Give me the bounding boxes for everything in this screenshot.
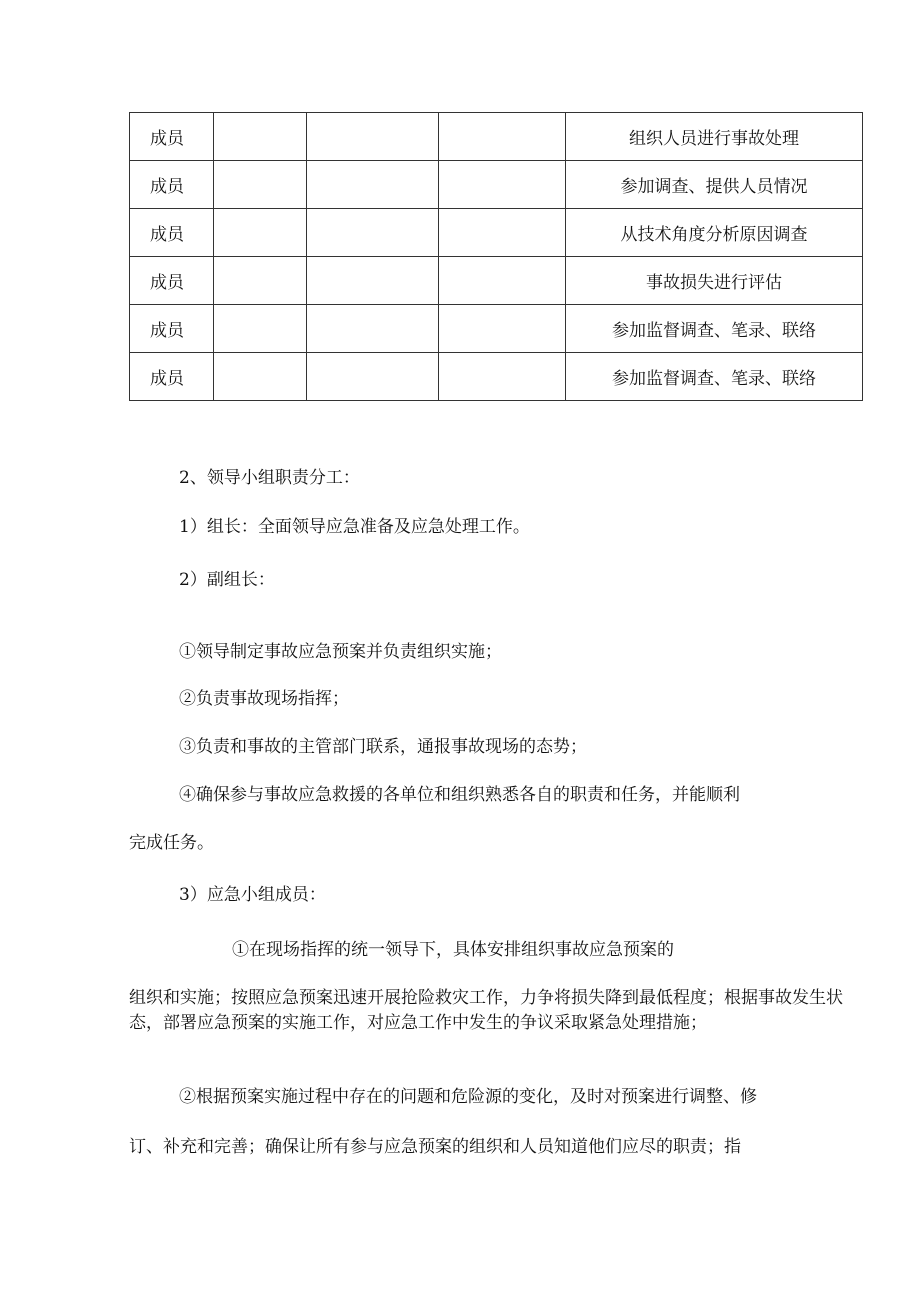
- members-table: [129, 112, 863, 401]
- deputy-item-2: ②负责事故现场指挥；: [179, 689, 349, 709]
- empty-cell: [439, 305, 566, 353]
- empty-cell: [439, 209, 566, 257]
- members-table-body: [130, 113, 863, 401]
- duty-cell: 从技术角度分析原因调查: [566, 209, 863, 257]
- empty-cell: [307, 257, 439, 305]
- empty-cell: [307, 161, 439, 209]
- duty-cell: 参加监督调查、笔录、联络: [566, 353, 863, 401]
- empty-cell: [307, 305, 439, 353]
- member-item-1-rest: 组织和实施；按照应急预案迅速开展抢险救灾工作，力争将损失降到最低程度；根据事故发生状态，部署应急预案的实施工作，对应急工作中发生的争议采取紧急处理措施；: [129, 988, 843, 1033]
- table-row: [130, 257, 863, 305]
- table-row: [130, 209, 863, 257]
- empty-cell: [214, 305, 307, 353]
- member-item-2-line-2: 订、补充和完善；确保让所有参与应急预案的组织和人员知道他们应尽的职责；指: [129, 1137, 741, 1157]
- deputy-item-1: ①领导制定事故应急预案并负责组织实施；: [179, 642, 502, 662]
- empty-cell: [439, 161, 566, 209]
- table-row: [130, 305, 863, 353]
- role-cell: 成员: [130, 161, 214, 209]
- duty-cell: 事故损失进行评估: [566, 257, 863, 305]
- empty-cell: [307, 353, 439, 401]
- empty-cell: [214, 209, 307, 257]
- table-row: [130, 353, 863, 401]
- deputy-item-3: ③负责和事故的主管部门联系，通报事故现场的态势；: [179, 737, 587, 757]
- members-heading: 3）应急小组成员：: [179, 885, 326, 905]
- deputy-item-4-line-2: 完成任务。: [129, 833, 214, 853]
- empty-cell: [439, 113, 566, 161]
- table-row: [130, 113, 863, 161]
- duty-cell: 组织人员进行事故处理: [566, 113, 863, 161]
- section-heading: 2、领导小组职责分工：: [179, 468, 360, 488]
- leader-duty: 1）组长：全面领导应急准备及应急处理工作。: [179, 517, 530, 537]
- role-cell: 成员: [130, 305, 214, 353]
- deputy-item-4-line-1: ④确保参与事故应急救援的各单位和组织熟悉各自的职责和任务，并能顺利: [179, 785, 740, 805]
- empty-cell: [214, 161, 307, 209]
- duty-cell: 参加调查、提供人员情况: [566, 161, 863, 209]
- empty-cell: [214, 113, 307, 161]
- empty-cell: [307, 113, 439, 161]
- empty-cell: [307, 209, 439, 257]
- duty-cell: 参加监督调查、笔录、联络: [566, 305, 863, 353]
- role-cell: 成员: [130, 257, 214, 305]
- role-cell: 成员: [130, 113, 214, 161]
- empty-cell: [439, 257, 566, 305]
- empty-cell: [439, 353, 566, 401]
- empty-cell: [214, 353, 307, 401]
- member-item-1-line-1: ①在现场指挥的统一领导下，具体安排组织事故应急预案的: [232, 940, 674, 960]
- role-cell: 成员: [130, 209, 214, 257]
- role-cell: 成员: [130, 353, 214, 401]
- table-row: [130, 161, 863, 209]
- deputy-heading: 2）副组长：: [179, 570, 275, 590]
- empty-cell: [214, 257, 307, 305]
- member-item-2-line-1: ②根据预案实施过程中存在的问题和危险源的变化，及时对预案进行调整、修: [179, 1087, 757, 1107]
